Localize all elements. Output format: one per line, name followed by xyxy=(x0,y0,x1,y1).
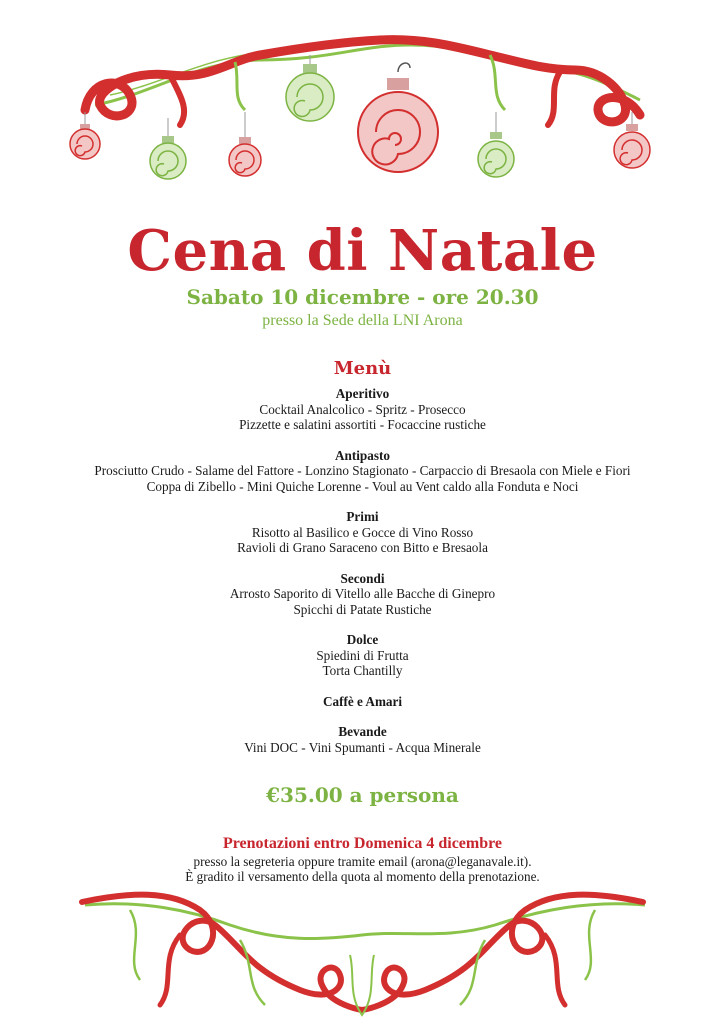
menu-item: Risotto al Basilico e Gocce di Vino Rosso xyxy=(251,524,474,540)
price: €35.00 a persona xyxy=(266,783,459,807)
menu-item: Spiedini di Frutta xyxy=(316,647,409,663)
menu-heading: Menù xyxy=(333,358,392,379)
menu-item: Torta Chantilly xyxy=(322,663,403,678)
menu-section xyxy=(0,448,725,495)
menu-section xyxy=(0,386,725,433)
menu-item: Ravioli di Grano Saraceno con Bitto e Bresaola xyxy=(237,540,488,555)
ornament-green-left xyxy=(150,136,186,179)
menu-section-title: Bevande xyxy=(338,724,387,739)
top-ornament-garland xyxy=(0,0,725,200)
menu-section xyxy=(0,724,725,755)
ornament-green-top xyxy=(286,64,334,121)
menu-item: Spicchi di Patate Rustiche xyxy=(293,601,432,617)
ornament-red-large-center xyxy=(358,63,438,172)
menu-section-title: Secondi xyxy=(340,570,385,586)
ornament-red-small-center-left xyxy=(229,137,261,176)
ornament-green-right xyxy=(478,132,514,177)
booking-title: Prenotazioni entro Domenica 4 dicembre xyxy=(222,835,503,852)
booking-line-contact: presso la segreteria oppure tramite email (arona@leganavale.it). xyxy=(193,854,532,869)
booking-line-payment: È gradito il versamento della quota al momento della prenotazione. xyxy=(185,869,540,884)
menu-list xyxy=(0,386,725,770)
menu-section-title: Caffè e Amari xyxy=(322,693,403,709)
menu-section-title: Primi xyxy=(346,509,379,524)
ornament-red-small-left xyxy=(70,124,100,159)
menu-item: Arrosto Saporito di Vitello alle Bacche di Ginepro xyxy=(229,586,496,601)
bottom-ribbon-garland xyxy=(0,880,725,1024)
event-date: Sabato 10 dicembre - ore 20.30 xyxy=(186,285,539,309)
menu-section xyxy=(0,632,725,679)
menu-section-title: Antipasto xyxy=(335,447,390,463)
menu-section xyxy=(0,694,725,710)
menu-section xyxy=(0,509,725,556)
menu-item: Vini DOC - Vini Spumanti - Acqua Minerale xyxy=(244,739,481,755)
menu-item: Coppa di Zibello - Mini Quiche Lorenne - Voul au Vent caldo alla Fonduta e Noci xyxy=(146,478,579,494)
menu-item: Prosciutto Crudo - Salame del Fattore - Lonzino Stagionato - Carpaccio di Bresaola con Miele e Fiori xyxy=(94,463,631,478)
ornament-red-small-right xyxy=(614,124,650,168)
page-title: Cena di Natale xyxy=(127,218,598,284)
menu-item: Pizzette e salatini assortiti - Focaccine rustiche xyxy=(239,417,486,432)
menu-section-title: Dolce xyxy=(346,632,379,647)
event-place: presso la Sede della LNI Arona xyxy=(262,312,463,329)
menu-item: Cocktail Analcolico - Spritz - Prosecco xyxy=(259,401,466,417)
menu-section xyxy=(0,571,725,618)
menu-section-title: Aperitivo xyxy=(335,386,390,401)
